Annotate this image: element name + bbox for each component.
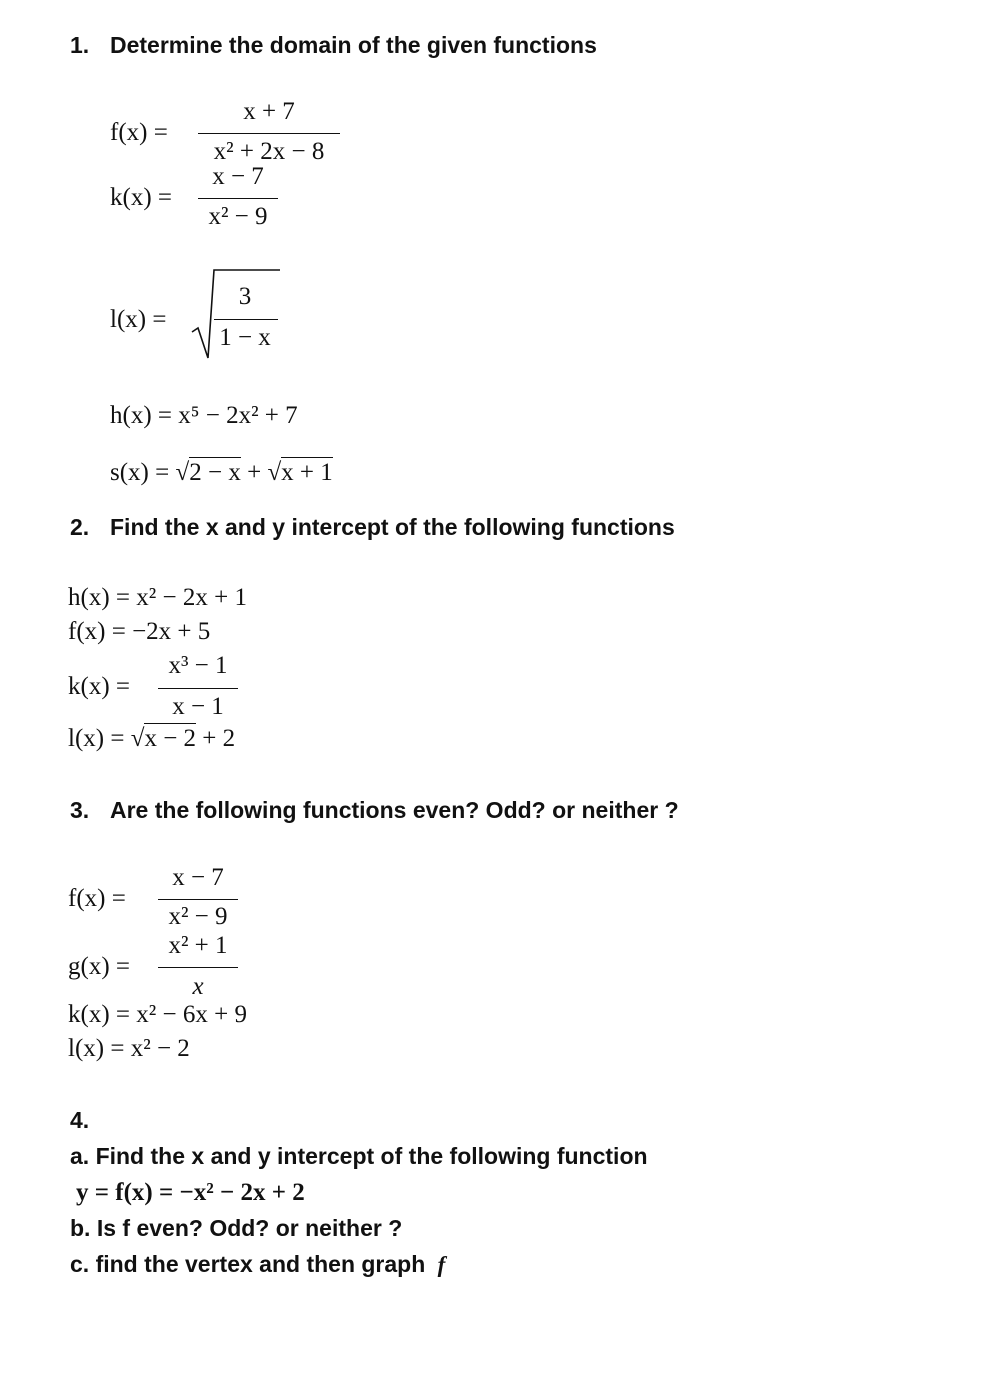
s2-h-expression: h(x) = x² − 2x + 1 xyxy=(68,584,247,611)
section-4-function: y = f(x) = −x² − 2x + 2 xyxy=(76,1179,305,1206)
s3-f-denominator: x² − 9 xyxy=(168,903,228,930)
s1-k-fraction-bar xyxy=(198,198,278,199)
s2-l-radicand: x − 2 xyxy=(144,725,197,752)
s1-f-denominator: x² + 2x − 8 xyxy=(213,138,325,165)
section-4-part-c xyxy=(70,1251,445,1278)
section-4-part-b: b. Is f even? Odd? or neither ? xyxy=(70,1215,403,1241)
s2-l-lhs: l(x) = xyxy=(68,725,125,752)
s2-l-tail: + 2 xyxy=(202,725,236,752)
s1-l-denominator: 1 − x xyxy=(219,324,271,351)
s1-s-radicand-2: x + 1 xyxy=(281,459,333,486)
s1-s-radicand-1: 2 − x xyxy=(189,459,241,486)
section-3-title: Are the following functions even? Odd? or neither ? xyxy=(110,797,679,823)
section-2-number: 2. xyxy=(70,514,90,540)
section-2-title: Find the x and y intercept of the following functions xyxy=(110,514,675,540)
section-1-title: Determine the domain of the given functions xyxy=(110,32,597,58)
s1-s-lhs: s(x) = xyxy=(110,459,170,486)
s2-k-lhs: k(x) = xyxy=(68,673,130,700)
s1-l-fraction-bar xyxy=(214,319,278,320)
s3-f-fraction-bar xyxy=(158,899,238,900)
s1-f-numerator: x + 7 xyxy=(243,98,295,125)
s1-s-sqrt-2: √x + 1 xyxy=(267,459,333,486)
section-2-heading xyxy=(70,514,675,541)
s1-l-lhs: l(x) = xyxy=(110,306,167,333)
s2-l-expression xyxy=(68,725,235,753)
section-1-heading xyxy=(70,32,597,59)
s2-l-sqrt: √x − 2 xyxy=(130,725,197,752)
s1-l-numerator: 3 xyxy=(238,283,252,310)
s3-g-lhs: g(x) = xyxy=(68,953,130,980)
s3-f-lhs: f(x) = xyxy=(68,885,126,912)
s2-k-denominator: x − 1 xyxy=(172,693,224,720)
section-1-number: 1. xyxy=(70,32,90,58)
s1-s-sqrt-1: √2 − x xyxy=(175,459,241,486)
s1-h-expression: h(x) = x⁵ − 2x² + 7 xyxy=(110,402,298,429)
s1-s-plus: + xyxy=(247,459,262,486)
s2-k-numerator: x³ − 1 xyxy=(168,652,228,679)
s3-k-expression: k(x) = x² − 6x + 9 xyxy=(68,1001,247,1028)
s1-f-fraction-bar xyxy=(198,133,340,134)
section-3-heading xyxy=(70,797,679,824)
s3-f-numerator: x − 7 xyxy=(172,864,224,891)
section-4-part-c-symbol: f xyxy=(437,1252,446,1277)
section-3-number: 3. xyxy=(70,797,90,823)
s1-k-denominator: x² − 9 xyxy=(208,203,268,230)
section-4-part-a: a. Find the x and y intercept of the following function xyxy=(70,1143,648,1169)
section-4-number: 4. xyxy=(70,1107,90,1133)
s1-k-lhs: k(x) = xyxy=(110,184,172,211)
s3-g-fraction-bar xyxy=(158,967,238,968)
s3-l-expression: l(x) = x² − 2 xyxy=(68,1035,190,1062)
s1-f-lhs: f(x) = xyxy=(110,119,168,146)
s2-f-expression: f(x) = −2x + 5 xyxy=(68,618,211,645)
s3-g-numerator: x² + 1 xyxy=(168,932,228,959)
s1-k-numerator: x − 7 xyxy=(212,163,264,190)
section-4-part-c-text: c. find the vertex and then graph xyxy=(70,1251,426,1277)
s2-k-fraction-bar xyxy=(158,688,238,689)
s1-s-expression xyxy=(110,459,333,487)
s3-g-denominator: x xyxy=(192,973,204,1000)
